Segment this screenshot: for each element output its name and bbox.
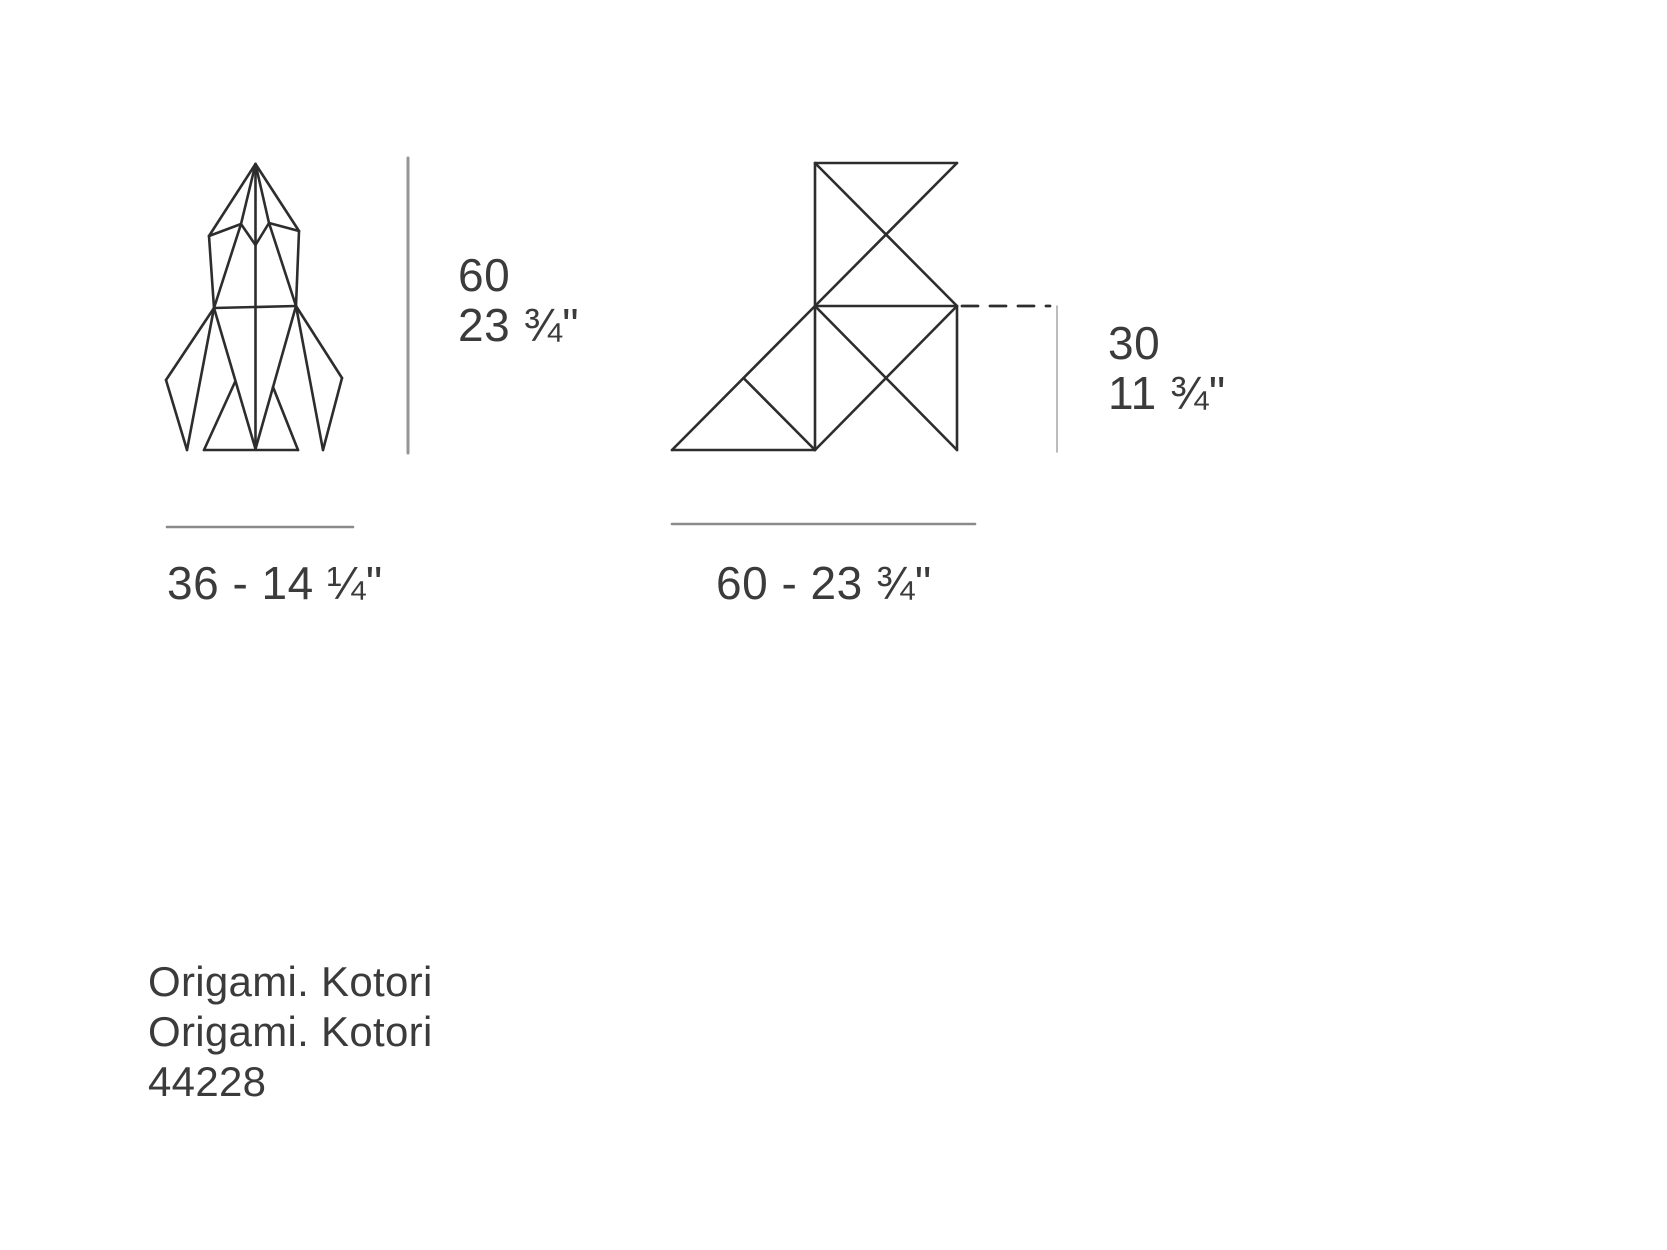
side-height-inches: 11 ¾" <box>1108 367 1226 419</box>
side-height-dimension <box>1108 318 1226 418</box>
front-width-dimension: 36 - 14 ¼" <box>167 557 383 609</box>
product-name-line2: Origami. Kotori <box>148 1008 433 1055</box>
front-height-cm: 60 <box>458 249 511 301</box>
product-name-line1: Origami. Kotori <box>148 958 433 1005</box>
side-view-drawing <box>672 163 957 450</box>
front-height-inches: 23 ¾" <box>458 299 580 351</box>
dimension-lines <box>167 158 1057 527</box>
front-view-drawing <box>166 164 342 450</box>
front-height-dimension <box>458 250 579 350</box>
product-info <box>148 957 433 1107</box>
product-code: 44228 <box>148 1058 267 1105</box>
side-width-dimension: 60 - 23 ¾" <box>716 557 932 609</box>
side-height-cm: 30 <box>1108 317 1161 369</box>
